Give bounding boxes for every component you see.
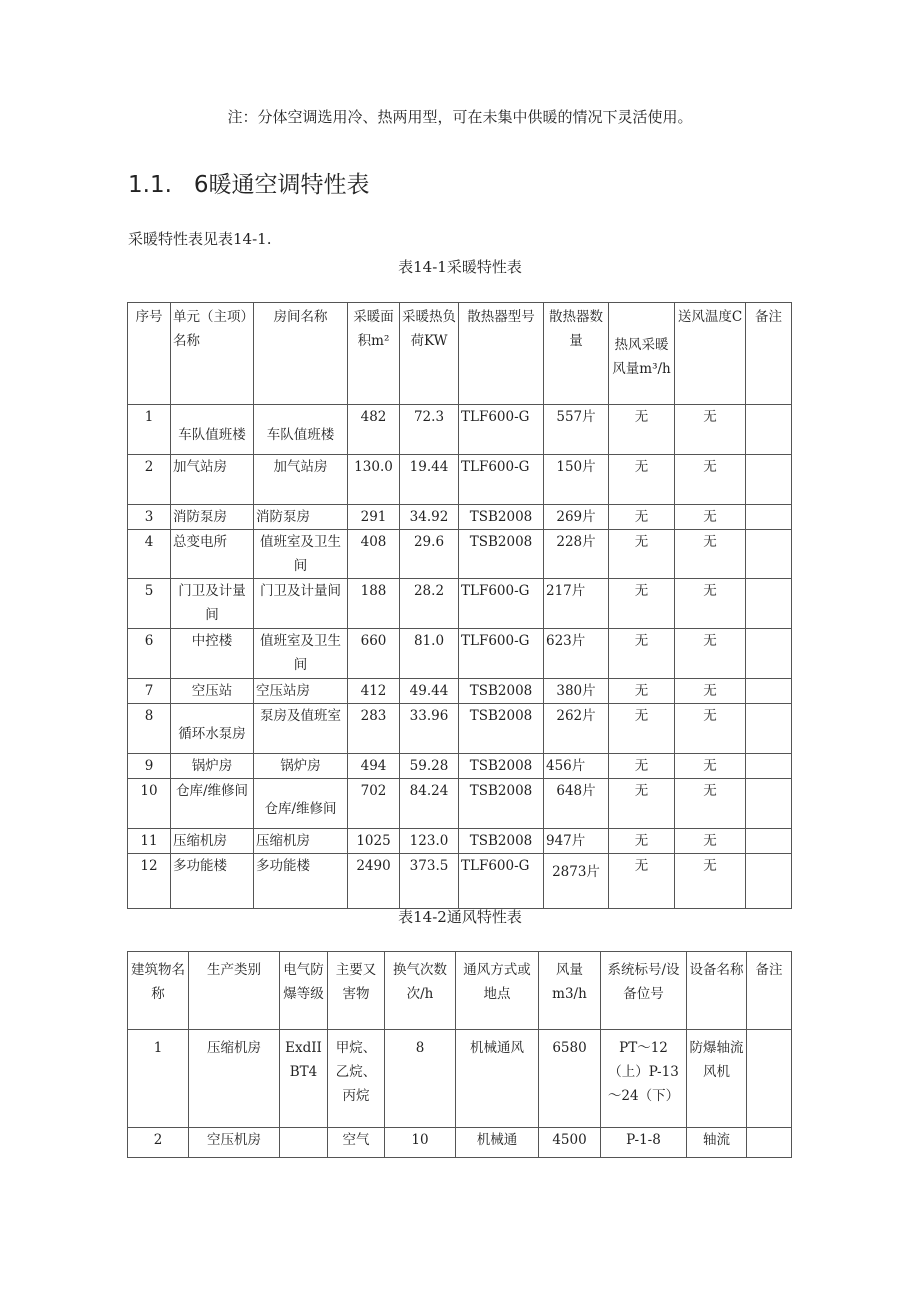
cell-room: 仓库/维修间: [254, 779, 348, 829]
cell-method: 机械通风: [456, 1030, 539, 1128]
cell-cat: 压缩机房: [189, 1030, 280, 1128]
header-room: 房间名称: [254, 303, 348, 405]
cell-remark: [747, 1030, 792, 1128]
cell-sys: PT～12（上）P-13～24（下）: [601, 1030, 687, 1128]
cell-count: 217片: [544, 579, 609, 629]
cell-unit: 加气站房: [171, 455, 254, 505]
header-airvol: 热风采暖风量m³/h: [609, 303, 675, 405]
cell-model: TSB2008: [459, 505, 544, 530]
cell-load: 28.2: [400, 579, 459, 629]
cell-seq: 5: [128, 579, 171, 629]
cell-room: 加气站房: [254, 455, 348, 505]
cell-temp: 无: [675, 629, 746, 679]
header-model: 散热器型号: [459, 303, 544, 405]
cell-airvol: 无: [609, 679, 675, 704]
cell-temp: 无: [675, 455, 746, 505]
cell-airvol: 无: [609, 704, 675, 754]
header-unit: 单元（主项）名称: [171, 303, 254, 405]
section-heading: [128, 166, 370, 199]
cell-model: TSB2008: [459, 704, 544, 754]
table-row: [128, 629, 792, 679]
cell-unit: 压缩机房: [171, 829, 254, 854]
cell-flow: 4500: [539, 1128, 601, 1158]
cell-room: 泵房及值班室: [254, 704, 348, 754]
cell-area: 2490: [348, 854, 400, 909]
cell-equip: 防爆轴流风机: [687, 1030, 747, 1128]
cell-room: 空压站房: [254, 679, 348, 704]
cell-load: 29.6: [400, 530, 459, 579]
cell-count: 557片: [544, 405, 609, 455]
cell-remark: [746, 854, 792, 909]
table-row: [128, 530, 792, 579]
cell-remark: [746, 579, 792, 629]
header-method: 通风方式或地点: [456, 952, 539, 1030]
header-haz: 主要又害物: [328, 952, 385, 1030]
cell-ex: [280, 1128, 328, 1158]
cell-airvol: 无: [609, 530, 675, 579]
cell-room: 压缩机房: [254, 829, 348, 854]
cell-count: 456片: [544, 754, 609, 779]
cell-count: 150片: [544, 455, 609, 505]
cell-load: 373.5: [400, 854, 459, 909]
header-ex: 电气防爆等级: [280, 952, 328, 1030]
cell-load: 19.44: [400, 455, 459, 505]
cell-temp: 无: [675, 829, 746, 854]
cell-sys: P-1-8: [601, 1128, 687, 1158]
cell-temp: 无: [675, 505, 746, 530]
cell-area: 291: [348, 505, 400, 530]
cell-remark: [746, 505, 792, 530]
cell-cat: 空压机房: [189, 1128, 280, 1158]
header-equip: 设备名称: [687, 952, 747, 1030]
header-remark: 备注: [746, 303, 792, 405]
cell-load: 34.92: [400, 505, 459, 530]
table1-caption: 表14-1采暖特性表: [398, 258, 522, 276]
cell-temp: 无: [675, 405, 746, 455]
cell-ex: ExdIIBT4: [280, 1030, 328, 1128]
cell-unit: 中控楼: [171, 629, 254, 679]
table2-header-row: [128, 952, 792, 1030]
cell-seq: 8: [128, 704, 171, 754]
cell-load: 84.24: [400, 779, 459, 829]
cell-count: 262片: [544, 704, 609, 754]
cell-equip: 轴流: [687, 1128, 747, 1158]
cell-bldg: 1: [128, 1030, 189, 1128]
cell-remark: [746, 754, 792, 779]
cell-count: 2873片: [544, 854, 609, 909]
cell-ach: 10: [385, 1128, 456, 1158]
cell-model: TSB2008: [459, 679, 544, 704]
cell-model: TLF600-G: [459, 405, 544, 455]
cell-unit: 空压站: [171, 679, 254, 704]
cell-airvol: 无: [609, 779, 675, 829]
cell-airvol: 无: [609, 579, 675, 629]
cell-model: TSB2008: [459, 779, 544, 829]
cell-method: 机械通: [456, 1128, 539, 1158]
cell-count: 623片: [544, 629, 609, 679]
intro-text: 采暖特性表见表14-1.: [128, 230, 272, 248]
header-temp: 送风温度C: [675, 303, 746, 405]
table-row: [128, 405, 792, 455]
cell-ach: 8: [385, 1030, 456, 1128]
cell-count: 228片: [544, 530, 609, 579]
cell-temp: 无: [675, 704, 746, 754]
heating-table: [127, 302, 792, 909]
cell-count: 947片: [544, 829, 609, 854]
cell-haz: 空气: [328, 1128, 385, 1158]
cell-area: 1025: [348, 829, 400, 854]
cell-area: 660: [348, 629, 400, 679]
cell-count: 380片: [544, 679, 609, 704]
cell-model: TLF600-G: [459, 455, 544, 505]
cell-airvol: 无: [609, 754, 675, 779]
cell-remark: [746, 629, 792, 679]
cell-unit: 仓库/维修间: [171, 779, 254, 829]
header-area: 采暖面积m²: [348, 303, 400, 405]
cell-airvol: 无: [609, 629, 675, 679]
table-row: [128, 505, 792, 530]
cell-count: 648片: [544, 779, 609, 829]
table-row: [128, 455, 792, 505]
cell-temp: 无: [675, 779, 746, 829]
cell-seq: 4: [128, 530, 171, 579]
cell-remark: [746, 405, 792, 455]
note-text: 注：分体空调选用冷、热两用型，可在未集中供暖的情况下灵活使用。: [227, 108, 693, 126]
cell-room: 锅炉房: [254, 754, 348, 779]
cell-temp: 无: [675, 579, 746, 629]
cell-temp: 无: [675, 679, 746, 704]
cell-area: 188: [348, 579, 400, 629]
cell-temp: 无: [675, 854, 746, 909]
cell-remark: [746, 455, 792, 505]
cell-seq: 9: [128, 754, 171, 779]
cell-load: 33.96: [400, 704, 459, 754]
cell-airvol: 无: [609, 455, 675, 505]
cell-area: 482: [348, 405, 400, 455]
header-load: 采暖热负荷KW: [400, 303, 459, 405]
table-row: [128, 1128, 792, 1158]
table-row: [128, 754, 792, 779]
cell-area: 494: [348, 754, 400, 779]
cell-seq: 2: [128, 455, 171, 505]
header-count: 散热器数量: [544, 303, 609, 405]
cell-model: TSB2008: [459, 829, 544, 854]
cell-model: TLF600-G: [459, 854, 544, 909]
cell-unit: 车队值班楼: [171, 405, 254, 455]
cell-load: 49.44: [400, 679, 459, 704]
cell-area: 412: [348, 679, 400, 704]
cell-load: 81.0: [400, 629, 459, 679]
cell-seq: 7: [128, 679, 171, 704]
cell-area: 702: [348, 779, 400, 829]
cell-remark: [746, 779, 792, 829]
table-row: [128, 1030, 792, 1128]
cell-airvol: 无: [609, 505, 675, 530]
table-row: [128, 579, 792, 629]
table-row: [128, 679, 792, 704]
cell-room: 值班室及卫生间: [254, 629, 348, 679]
cell-temp: 无: [675, 754, 746, 779]
cell-room: 值班室及卫生间: [254, 530, 348, 579]
table-row: [128, 704, 792, 754]
cell-airvol: 无: [609, 829, 675, 854]
cell-remark: [746, 679, 792, 704]
cell-count: 269片: [544, 505, 609, 530]
cell-remark: [747, 1128, 792, 1158]
cell-area: 283: [348, 704, 400, 754]
table-row: [128, 779, 792, 829]
cell-unit: 消防泵房: [171, 505, 254, 530]
section-title: 6暖通空调特性表: [193, 172, 370, 198]
cell-room: 消防泵房: [254, 505, 348, 530]
cell-model: TSB2008: [459, 530, 544, 579]
header-ach: 换气次数次/h: [385, 952, 456, 1030]
cell-remark: [746, 704, 792, 754]
table-row: [128, 829, 792, 854]
cell-model: TSB2008: [459, 754, 544, 779]
cell-bldg: 2: [128, 1128, 189, 1158]
cell-airvol: 无: [609, 854, 675, 909]
cell-area: 130.0: [348, 455, 400, 505]
header-sys: 系统标号/设备位号: [601, 952, 687, 1030]
cell-seq: 12: [128, 854, 171, 909]
header-bldg: 建筑物名称: [128, 952, 189, 1030]
cell-model: TLF600-G: [459, 579, 544, 629]
cell-unit: 循环水泵房: [171, 704, 254, 754]
table-row: [128, 854, 792, 909]
section-number: 1.1.: [128, 172, 172, 198]
cell-model: TLF600-G: [459, 629, 544, 679]
cell-haz: 甲烷、乙烷、丙烷: [328, 1030, 385, 1128]
cell-seq: 11: [128, 829, 171, 854]
cell-unit: 门卫及计量间: [171, 579, 254, 629]
header-seq: 序号: [128, 303, 171, 405]
header-remark: 备注: [747, 952, 792, 1030]
header-flow: 风量m3/h: [539, 952, 601, 1030]
cell-seq: 10: [128, 779, 171, 829]
cell-area: 408: [348, 530, 400, 579]
cell-load: 59.28: [400, 754, 459, 779]
cell-load: 123.0: [400, 829, 459, 854]
cell-seq: 6: [128, 629, 171, 679]
cell-unit: 锅炉房: [171, 754, 254, 779]
cell-airvol: 无: [609, 405, 675, 455]
cell-room: 车队值班楼: [254, 405, 348, 455]
cell-room: 多功能楼: [254, 854, 348, 909]
cell-unit: 多功能楼: [171, 854, 254, 909]
ventilation-table: [127, 951, 792, 1158]
header-cat: 生产类别: [189, 952, 280, 1030]
table2-caption: 表14-2通风特性表: [398, 908, 522, 926]
cell-seq: 1: [128, 405, 171, 455]
cell-load: 72.3: [400, 405, 459, 455]
cell-remark: [746, 829, 792, 854]
cell-flow: 6580: [539, 1030, 601, 1128]
cell-seq: 3: [128, 505, 171, 530]
cell-temp: 无: [675, 530, 746, 579]
table1-header-row: [128, 303, 792, 405]
cell-room: 门卫及计量间: [254, 579, 348, 629]
cell-remark: [746, 530, 792, 579]
cell-unit: 总变电所: [171, 530, 254, 579]
